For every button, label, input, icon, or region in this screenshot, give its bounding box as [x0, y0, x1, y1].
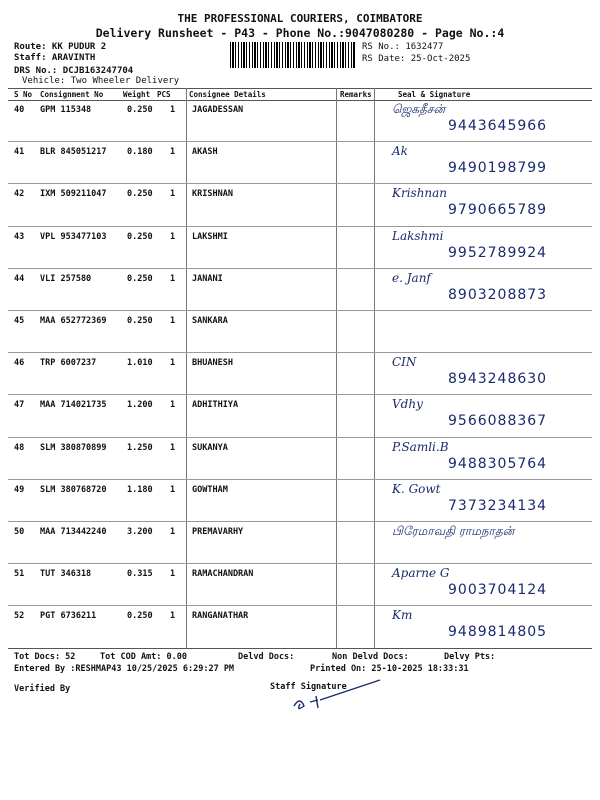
recipient-phone: 9952789924: [448, 244, 548, 261]
cell-pcs: 1: [170, 231, 176, 242]
recipient-signature: K. Gowt: [392, 481, 441, 496]
table-row: [8, 480, 592, 522]
table-row: [8, 395, 592, 437]
delivery-points: Delvy Pts:: [444, 652, 496, 662]
delivered-docs: Delvd Docs:: [238, 652, 295, 662]
cell-consignment-no: VLI 257580: [40, 273, 92, 284]
staff-signature: [280, 678, 390, 718]
cell-sno: 45: [14, 316, 25, 326]
cell-consignee: SUKANYA: [192, 442, 228, 453]
non-delivered-docs: Non Delvd Docs:: [332, 652, 409, 662]
cell-consignee: JANANI: [192, 273, 223, 284]
barcode: [230, 42, 356, 68]
cell-consignment-no: MAA 713442240: [40, 527, 107, 537]
cell-pcs: 1: [170, 273, 176, 284]
cell-pcs: 1: [170, 189, 176, 200]
cell-weight: 0.250: [127, 231, 153, 242]
recipient-phone: 9489814805: [448, 624, 548, 641]
col-consignment: Consignment No: [40, 90, 104, 99]
recipient-signature: Aparne G: [392, 566, 450, 581]
table-row: [8, 142, 592, 184]
runsheet-title: Delivery Runsheet - P43 - Phone No.:9047080280 - Page No.:4: [95, 26, 505, 40]
table-bottom-border: [8, 648, 592, 649]
cell-weight: 0.250: [127, 189, 153, 200]
total-docs: Tot Docs: 52: [14, 652, 76, 662]
table-row: [8, 227, 592, 269]
cell-sno: 50: [14, 527, 25, 537]
cell-sno: 49: [14, 484, 25, 495]
col-remarks: Remarks: [340, 90, 372, 99]
cell-consignee: PREMAVARHY: [192, 527, 244, 537]
cell-consignee: ADHITHIYA: [192, 400, 239, 411]
cell-consignment-no: TRP 6007237: [40, 358, 97, 369]
cell-consignee: AKASH: [192, 147, 218, 158]
cell-pcs: 1: [170, 105, 176, 115]
cell-weight: 0.180: [127, 147, 153, 158]
cell-weight: 0.250: [127, 611, 153, 622]
drs-number: DRS No.: DCJB163247704: [14, 66, 134, 76]
col-sno: S No: [14, 90, 33, 99]
recipient-signature: CIN: [392, 355, 417, 370]
recipient-phone: 9490198799: [448, 160, 548, 177]
table-row: [8, 269, 592, 311]
cell-consignment-no: VPL 953477103: [40, 231, 107, 242]
cell-pcs: 1: [170, 400, 176, 411]
table-row: [8, 100, 592, 142]
col-consignee: Consignee Details: [189, 90, 266, 99]
verified-by: Verified By: [14, 684, 71, 694]
cell-consignee: RANGANATHAR: [192, 611, 249, 622]
cell-consignment-no: SLM 380768720: [40, 484, 107, 495]
recipient-signature: P.Samli.B: [392, 439, 449, 454]
cell-consignment-no: IXM 509211047: [40, 189, 107, 200]
cell-consignment-no: MAA 714021735: [40, 400, 107, 411]
cell-sno: 48: [14, 442, 25, 453]
cell-sno: 42: [14, 189, 25, 200]
recipient-signature: Ak: [392, 144, 408, 159]
recipient-signature: பிரேமாவதி ராமநாதன்: [392, 524, 515, 538]
recipient-signature: ஜெகதீசன்: [392, 102, 446, 116]
recipient-signature: e. Janf: [392, 270, 431, 285]
cell-pcs: 1: [170, 316, 176, 326]
recipient-phone: 9488305764: [448, 455, 548, 472]
table-row: [8, 522, 592, 564]
cell-sno: 40: [14, 105, 25, 115]
cell-weight: 0.250: [127, 105, 153, 115]
rs-number: RS No.: 1632477: [362, 42, 444, 52]
cell-weight: 1.250: [127, 442, 153, 453]
cell-weight: 1.200: [127, 400, 153, 411]
entered-by: Entered By :RESHMAP43 10/25/2025 6:29:27 PM: [14, 664, 235, 674]
cell-weight: 0.250: [127, 273, 153, 284]
cell-sno: 44: [14, 273, 25, 284]
cell-sno: 46: [14, 358, 25, 369]
cell-consignment-no: BLR 845051217: [40, 147, 107, 158]
table-row: [8, 438, 592, 480]
cell-pcs: 1: [170, 358, 176, 369]
recipient-signature: Km: [392, 608, 413, 623]
cell-weight: 1.180: [127, 484, 153, 495]
col-pcs: PCS: [157, 90, 171, 99]
cell-pcs: 1: [170, 611, 176, 622]
cell-consignment-no: PGT 6736211: [40, 611, 97, 622]
cell-pcs: 1: [170, 569, 176, 580]
cell-consignee: KRISHNAN: [192, 189, 233, 200]
table-row: [8, 606, 592, 648]
cell-pcs: 1: [170, 442, 176, 453]
route: Route: KK PUDUR 2: [14, 42, 107, 52]
cell-consignee: LAKSHMI: [192, 231, 228, 242]
cell-consignment-no: MAA 652772369: [40, 316, 107, 326]
staff: Staff: ARAVINTH: [14, 53, 96, 63]
total-cod: Tot COD Amt: 0.00: [100, 652, 187, 662]
table-row: [8, 184, 592, 226]
cell-consignment-no: TUT 346318: [40, 569, 92, 580]
cell-consignee: JAGADESSAN: [192, 105, 244, 115]
recipient-signature: Krishnan: [392, 186, 448, 201]
cell-pcs: 1: [170, 484, 176, 495]
recipient-phone: 9443645966: [448, 118, 548, 134]
vehicle: Vehicle: Two Wheeler Delivery: [22, 76, 180, 86]
cell-sno: 43: [14, 231, 25, 242]
table-top-border: [8, 88, 592, 89]
staff-signature-label: Staff Signature: [270, 682, 347, 692]
cell-weight: 1.010: [127, 358, 153, 369]
cell-pcs: 1: [170, 147, 176, 158]
recipient-phone: 9566088367: [448, 413, 548, 430]
cell-pcs: 1: [170, 527, 176, 537]
cell-weight: 0.315: [127, 569, 153, 580]
cell-weight: 3.200: [127, 527, 153, 537]
cell-sno: 41: [14, 147, 25, 158]
cell-consignee: SANKARA: [192, 316, 228, 326]
cell-consignee: RAMACHANDRAN: [192, 569, 254, 580]
printed-on: Printed On: 25-10-2025 18:33:31: [310, 664, 469, 674]
col-weight: Weight: [123, 90, 151, 99]
company-name: THE PROFESSIONAL COURIERS, COIMBATORE: [177, 12, 423, 25]
table-row: [8, 311, 592, 353]
table-row: [8, 564, 592, 606]
recipient-phone: 8943248630: [448, 371, 548, 388]
cell-weight: 0.250: [127, 316, 153, 326]
cell-consignee: GOWTHAM: [192, 484, 228, 495]
recipient-phone: 9003704124: [448, 582, 548, 599]
cell-consignment-no: SLM 380870899: [40, 442, 107, 453]
cell-consignee: BHUANESH: [192, 358, 233, 369]
cell-consignment-no: GPM 115348: [40, 105, 92, 115]
recipient-phone: 8903208873: [448, 286, 548, 303]
recipient-signature: Lakshmi: [392, 228, 444, 243]
col-seal-signature: Seal & Signature: [398, 90, 471, 99]
recipient-signature: Vdhy: [392, 397, 423, 412]
cell-sno: 52: [14, 611, 25, 622]
cell-sno: 51: [14, 569, 25, 580]
table-row: [8, 353, 592, 395]
recipient-phone: 7373234134: [448, 497, 548, 514]
cell-sno: 47: [14, 400, 25, 411]
recipient-phone: 9790665789: [448, 202, 548, 219]
rs-date: RS Date: 25-Oct-2025: [362, 54, 471, 64]
